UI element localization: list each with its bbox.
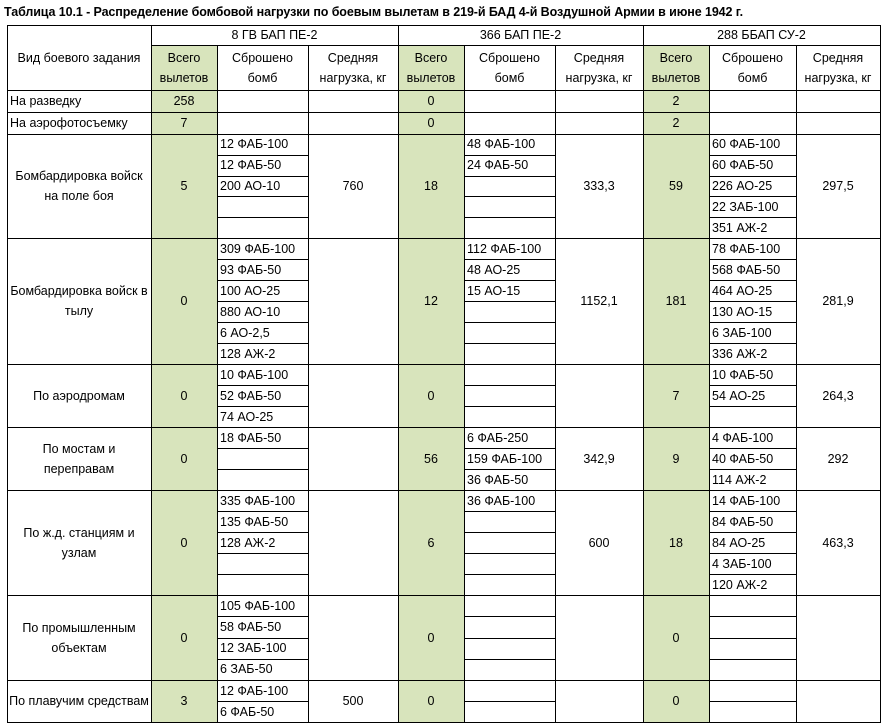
total-sorties-cell: 0 <box>643 595 709 680</box>
bomb-entry: 335 ФАБ-100 <box>220 493 296 508</box>
bomb-entry: 4 ЗАБ-100 <box>712 556 772 571</box>
grid-line <box>464 259 555 260</box>
bomb-entry: 159 ФАБ-100 <box>467 451 543 466</box>
grid-line <box>217 511 308 512</box>
average-load-cell: 500 <box>342 694 364 708</box>
bomb-entry: 6 ЗАБ-100 <box>712 325 772 340</box>
grid-line <box>709 511 796 512</box>
total-sorties-cell: 0 <box>151 427 217 490</box>
grid-line <box>643 25 644 723</box>
bomb-entry <box>709 680 796 701</box>
total-sorties-cell: 56 <box>398 427 464 490</box>
average-load-cell <box>796 112 880 134</box>
total-sorties-cell: 18 <box>398 134 464 238</box>
total-sorties-cell: 0 <box>151 238 217 364</box>
grid-line <box>217 574 308 575</box>
bomb-entry <box>464 176 555 197</box>
bomb-entry <box>709 595 796 616</box>
average-load-cell: 463,3 <box>822 535 854 550</box>
grid-line <box>217 701 308 702</box>
grid-line <box>709 616 796 617</box>
average-load-cell <box>796 90 880 112</box>
grid-line <box>217 259 308 260</box>
bomb-entry <box>464 511 555 532</box>
task-type-cell: На разведку <box>10 94 82 108</box>
average-load-cell <box>555 112 643 134</box>
bomb-entry <box>464 638 555 659</box>
bomb-entry <box>709 701 796 722</box>
bomb-entry <box>217 469 308 490</box>
grid-line <box>464 659 555 660</box>
task-type-cell: На аэрофотосъемку <box>10 116 128 130</box>
average-load-cell <box>308 364 398 427</box>
average-load-cell: 600 <box>588 535 610 550</box>
average-load-cell <box>555 680 643 722</box>
bomb-entry <box>709 616 796 637</box>
bomb-entry: 112 ФАБ-100 <box>467 241 542 256</box>
grid-line <box>217 616 308 617</box>
bomb-entry: 93 ФАБ-50 <box>220 262 282 277</box>
grid-line <box>464 701 555 702</box>
bomb-entry <box>217 196 308 217</box>
bomb-entry: 60 ФАБ-50 <box>712 158 774 173</box>
bomb-entry: 48 АО-25 <box>467 262 521 277</box>
bomb-entry: 200 АО-10 <box>220 178 281 193</box>
grid-line <box>709 301 796 302</box>
bomb-entry <box>217 574 308 595</box>
grid-line <box>709 176 796 177</box>
bomb-entry <box>217 90 308 112</box>
bomb-entry: 54 АО-25 <box>712 388 766 403</box>
bomb-entry: 14 ФАБ-100 <box>712 493 781 508</box>
task-type-cell: По промышленным объектам <box>22 620 136 655</box>
average-load-cell <box>308 238 398 364</box>
grid-line <box>217 406 308 407</box>
grid-line <box>217 45 218 723</box>
grid-line <box>464 176 555 177</box>
bomb-entry <box>464 659 555 680</box>
grid-line <box>709 701 796 702</box>
total-sorties-cell: 2 <box>643 90 709 112</box>
total-sorties-cell: 18 <box>643 490 709 595</box>
bomb-entry <box>464 595 555 616</box>
grid-line <box>464 511 555 512</box>
total-sorties-cell: 0 <box>398 112 464 134</box>
bomb-entry: 4 ФАБ-100 <box>712 430 774 445</box>
average-load-cell: 342,9 <box>583 451 615 466</box>
bomb-entry: 10 ФАБ-100 <box>220 367 289 382</box>
bomb-entry: 12 ФАБ-100 <box>220 683 289 698</box>
grid-line <box>217 322 308 323</box>
bomb-entry <box>464 364 555 385</box>
total-sorties-cell: 0 <box>398 680 464 722</box>
bomb-entry: 15 АО-15 <box>467 283 521 298</box>
total-sorties-cell: 181 <box>643 238 709 364</box>
grid-line <box>464 343 555 344</box>
grid-line <box>880 25 881 723</box>
bomb-entry: 74 АО-25 <box>220 409 274 424</box>
header-average-load: Средняя нагрузка, кг <box>804 50 872 85</box>
grid-line <box>709 259 796 260</box>
bomb-entry: 10 ФАБ-50 <box>712 367 774 382</box>
grid-line <box>709 343 796 344</box>
bomb-entry: 6 ФАБ-250 <box>467 430 529 445</box>
task-type-cell: По плавучим средствам <box>9 694 149 708</box>
bomb-entry <box>217 448 308 469</box>
grid-line <box>217 469 308 470</box>
average-load-cell: 333,3 <box>583 179 615 193</box>
grid-line <box>464 616 555 617</box>
bomb-entry: 128 АЖ-2 <box>220 535 276 550</box>
grid-line <box>709 448 796 449</box>
bomb-entry <box>217 112 308 134</box>
bomb-entry: 6 ФАБ-50 <box>220 704 275 719</box>
bomb-entry <box>464 532 555 553</box>
total-sorties-cell: 0 <box>398 364 464 427</box>
grid-line <box>7 680 881 681</box>
bomb-entry: 12 ФАБ-100 <box>220 137 289 152</box>
bomb-entry: 18 ФАБ-50 <box>220 430 282 445</box>
header-total-sorties: Всего вылетов <box>151 45 217 90</box>
average-load-cell: 292 <box>827 451 849 466</box>
bomb-entry: 36 ФАБ-100 <box>467 493 536 508</box>
task-type-cell: По мостам и переправам <box>42 441 116 476</box>
average-load-cell <box>796 680 880 722</box>
task-type-cell: Бомбардировка войск на поле боя <box>15 169 143 203</box>
bomb-entry: 6 ЗАБ-50 <box>220 662 273 677</box>
grid-line <box>709 574 796 575</box>
grid-line <box>7 595 881 596</box>
bomb-entry <box>464 701 555 722</box>
total-sorties-cell: 258 <box>151 90 217 112</box>
bomb-entry: 22 ЗАБ-100 <box>712 199 779 214</box>
header-unit-2: 366 БАП ПЕ-2 <box>479 28 562 42</box>
bomb-entry <box>709 659 796 680</box>
header-total-sorties: Всего вылетов <box>643 45 709 90</box>
bomb-entry <box>464 553 555 574</box>
grid-line <box>7 238 881 239</box>
grid-line <box>464 448 555 449</box>
task-type-cell: По ж.д. станциям и узлам <box>23 525 135 560</box>
bomb-entry: 226 АО-25 <box>712 178 773 193</box>
bomb-entry: 36 ФАБ-50 <box>467 472 529 487</box>
bomb-entry: 309 ФАБ-100 <box>220 241 296 256</box>
header-unit-3: 288 ББАП СУ-2 <box>717 28 806 42</box>
bomb-entry: 84 АО-25 <box>712 535 766 550</box>
bomb-entry: 24 ФАБ-50 <box>467 158 529 173</box>
bomb-entry <box>464 217 555 238</box>
grid-line <box>217 155 308 156</box>
average-load-cell <box>555 364 643 427</box>
bomb-entry: 6 АО-2,5 <box>220 325 270 340</box>
bomb-entry <box>217 217 308 238</box>
bomb-entry <box>464 322 555 343</box>
grid-line <box>555 45 556 723</box>
grid-line <box>464 406 555 407</box>
header-total-sorties: Всего вылетов <box>398 45 464 90</box>
grid-line <box>217 385 308 386</box>
bomb-entry <box>464 616 555 637</box>
bomb-entry <box>464 343 555 364</box>
bomb-entry <box>709 90 796 112</box>
bomb-entry: 40 ФАБ-50 <box>712 451 774 466</box>
grid-line <box>217 448 308 449</box>
bomb-entry: 58 ФАБ-50 <box>220 619 282 634</box>
bomb-entry <box>464 406 555 427</box>
grid-line <box>217 280 308 281</box>
grid-line <box>464 280 555 281</box>
bomb-entry: 880 АО-10 <box>220 304 281 319</box>
header-unit-1: 8 ГВ БАП ПЕ-2 <box>231 28 318 42</box>
total-sorties-cell: 0 <box>398 90 464 112</box>
grid-line <box>464 638 555 639</box>
grid-line <box>151 25 152 723</box>
grid-line <box>464 196 555 197</box>
header-bombs-dropped: Сброшено бомб <box>479 50 540 85</box>
bomb-entry: 52 ФАБ-50 <box>220 388 282 403</box>
total-sorties-cell: 7 <box>151 112 217 134</box>
grid-line <box>464 322 555 323</box>
grid-line <box>7 722 881 723</box>
average-load-cell <box>308 595 398 680</box>
bomb-entry <box>464 574 555 595</box>
grid-line <box>7 112 881 113</box>
bomb-entry: 12 ЗАБ-100 <box>220 641 287 656</box>
bomb-entry <box>709 112 796 134</box>
bomb-entry: 100 АО-25 <box>220 283 281 298</box>
bomb-entry: 105 ФАБ-100 <box>220 598 296 613</box>
bomb-entry: 12 ФАБ-50 <box>220 158 282 173</box>
grid-line <box>151 45 880 46</box>
grid-line <box>709 659 796 660</box>
total-sorties-cell: 6 <box>398 490 464 595</box>
grid-line <box>464 385 555 386</box>
grid-line <box>709 155 796 156</box>
grid-line <box>7 25 8 723</box>
total-sorties-cell: 2 <box>643 112 709 134</box>
grid-line <box>709 196 796 197</box>
bomb-entry <box>464 680 555 701</box>
grid-line <box>709 638 796 639</box>
grid-line <box>464 155 555 156</box>
bomb-entry: 130 АО-15 <box>712 304 773 319</box>
grid-line <box>464 45 465 723</box>
grid-line <box>217 176 308 177</box>
grid-line <box>217 659 308 660</box>
task-type-cell: Бомбардировка войск в тылу <box>10 284 148 318</box>
grid-line <box>796 45 797 723</box>
grid-line <box>709 217 796 218</box>
bomb-entry: 60 ФАБ-100 <box>712 137 781 152</box>
grid-line <box>217 638 308 639</box>
grid-line <box>464 469 555 470</box>
average-load-cell <box>308 427 398 490</box>
grid-line <box>464 532 555 533</box>
bomb-entry <box>464 196 555 217</box>
grid-line <box>464 553 555 554</box>
total-sorties-cell: 0 <box>151 595 217 680</box>
grid-line <box>217 553 308 554</box>
grid-line <box>709 406 796 407</box>
total-sorties-cell: 59 <box>643 134 709 238</box>
total-sorties-cell: 7 <box>643 364 709 427</box>
average-load-cell <box>308 90 398 112</box>
grid-line <box>217 217 308 218</box>
bomb-entry: 135 ФАБ-50 <box>220 514 289 529</box>
total-sorties-cell: 9 <box>643 427 709 490</box>
bomb-entry: 128 АЖ-2 <box>220 346 276 361</box>
grid-line <box>7 134 881 135</box>
total-sorties-cell: 12 <box>398 238 464 364</box>
grid-line <box>709 385 796 386</box>
bomb-entry <box>709 638 796 659</box>
grid-line <box>217 343 308 344</box>
grid-line <box>308 45 309 723</box>
average-load-cell <box>308 112 398 134</box>
bomb-entry: 84 ФАБ-50 <box>712 514 774 529</box>
bomb-entry <box>464 90 555 112</box>
header-task-type: Вид боевого задания <box>17 50 141 65</box>
grid-line <box>7 427 881 428</box>
average-load-cell: 1152,1 <box>580 294 618 308</box>
bomb-entry: 336 АЖ-2 <box>712 346 768 361</box>
total-sorties-cell: 0 <box>151 490 217 595</box>
bomb-entry: 78 ФАБ-100 <box>712 241 781 256</box>
header-bombs-dropped: Сброшено бомб <box>722 50 783 85</box>
grid-line <box>709 280 796 281</box>
grid-line <box>7 490 881 491</box>
total-sorties-cell: 0 <box>643 680 709 722</box>
average-load-cell <box>308 490 398 595</box>
total-sorties-cell: 0 <box>398 595 464 680</box>
average-load-cell: 281,9 <box>822 294 854 308</box>
grid-line <box>709 45 710 723</box>
bomb-entry: 120 АЖ-2 <box>712 577 768 592</box>
bomb-entry: 48 ФАБ-100 <box>467 137 536 152</box>
header-average-load: Средняя нагрузка, кг <box>319 50 387 85</box>
header-average-load: Средняя нагрузка, кг <box>565 50 633 85</box>
bomb-entry <box>217 553 308 574</box>
average-load-cell <box>555 595 643 680</box>
grid-line <box>709 322 796 323</box>
bomb-entry <box>709 406 796 427</box>
average-load-cell: 264,3 <box>822 388 854 403</box>
task-type-cell: По аэродромам <box>33 388 125 403</box>
total-sorties-cell: 5 <box>151 134 217 238</box>
bomb-entry: 568 ФАБ-50 <box>712 262 781 277</box>
grid-line <box>464 301 555 302</box>
grid-line <box>464 217 555 218</box>
grid-line <box>709 532 796 533</box>
grid-line <box>217 301 308 302</box>
grid-line <box>217 196 308 197</box>
bomb-entry: 114 АЖ-2 <box>712 472 767 487</box>
average-load-cell: 297,5 <box>822 179 854 193</box>
average-load-cell <box>555 90 643 112</box>
average-load-cell <box>796 595 880 680</box>
grid-line <box>398 25 399 723</box>
header-bombs-dropped: Сброшено бомб <box>232 50 293 85</box>
grid-line <box>7 25 880 26</box>
grid-line <box>7 90 881 91</box>
bomb-entry: 464 АО-25 <box>712 283 773 298</box>
total-sorties-cell: 3 <box>151 680 217 722</box>
bomb-entry <box>464 301 555 322</box>
grid-line <box>464 574 555 575</box>
grid-line <box>709 553 796 554</box>
bomb-entry <box>464 385 555 406</box>
table-title: Таблица 10.1 - Распределение бомбовой нагрузки по боевым вылетам в 219-й БАД 4-й Воздушной Армии в июне 1942 г. <box>4 5 743 19</box>
bomb-entry <box>464 112 555 134</box>
grid-line <box>7 364 881 365</box>
total-sorties-cell: 0 <box>151 364 217 427</box>
grid-line <box>217 532 308 533</box>
grid-line <box>709 469 796 470</box>
average-load-cell: 760 <box>342 179 364 193</box>
bomb-entry: 351 АЖ-2 <box>712 220 768 235</box>
